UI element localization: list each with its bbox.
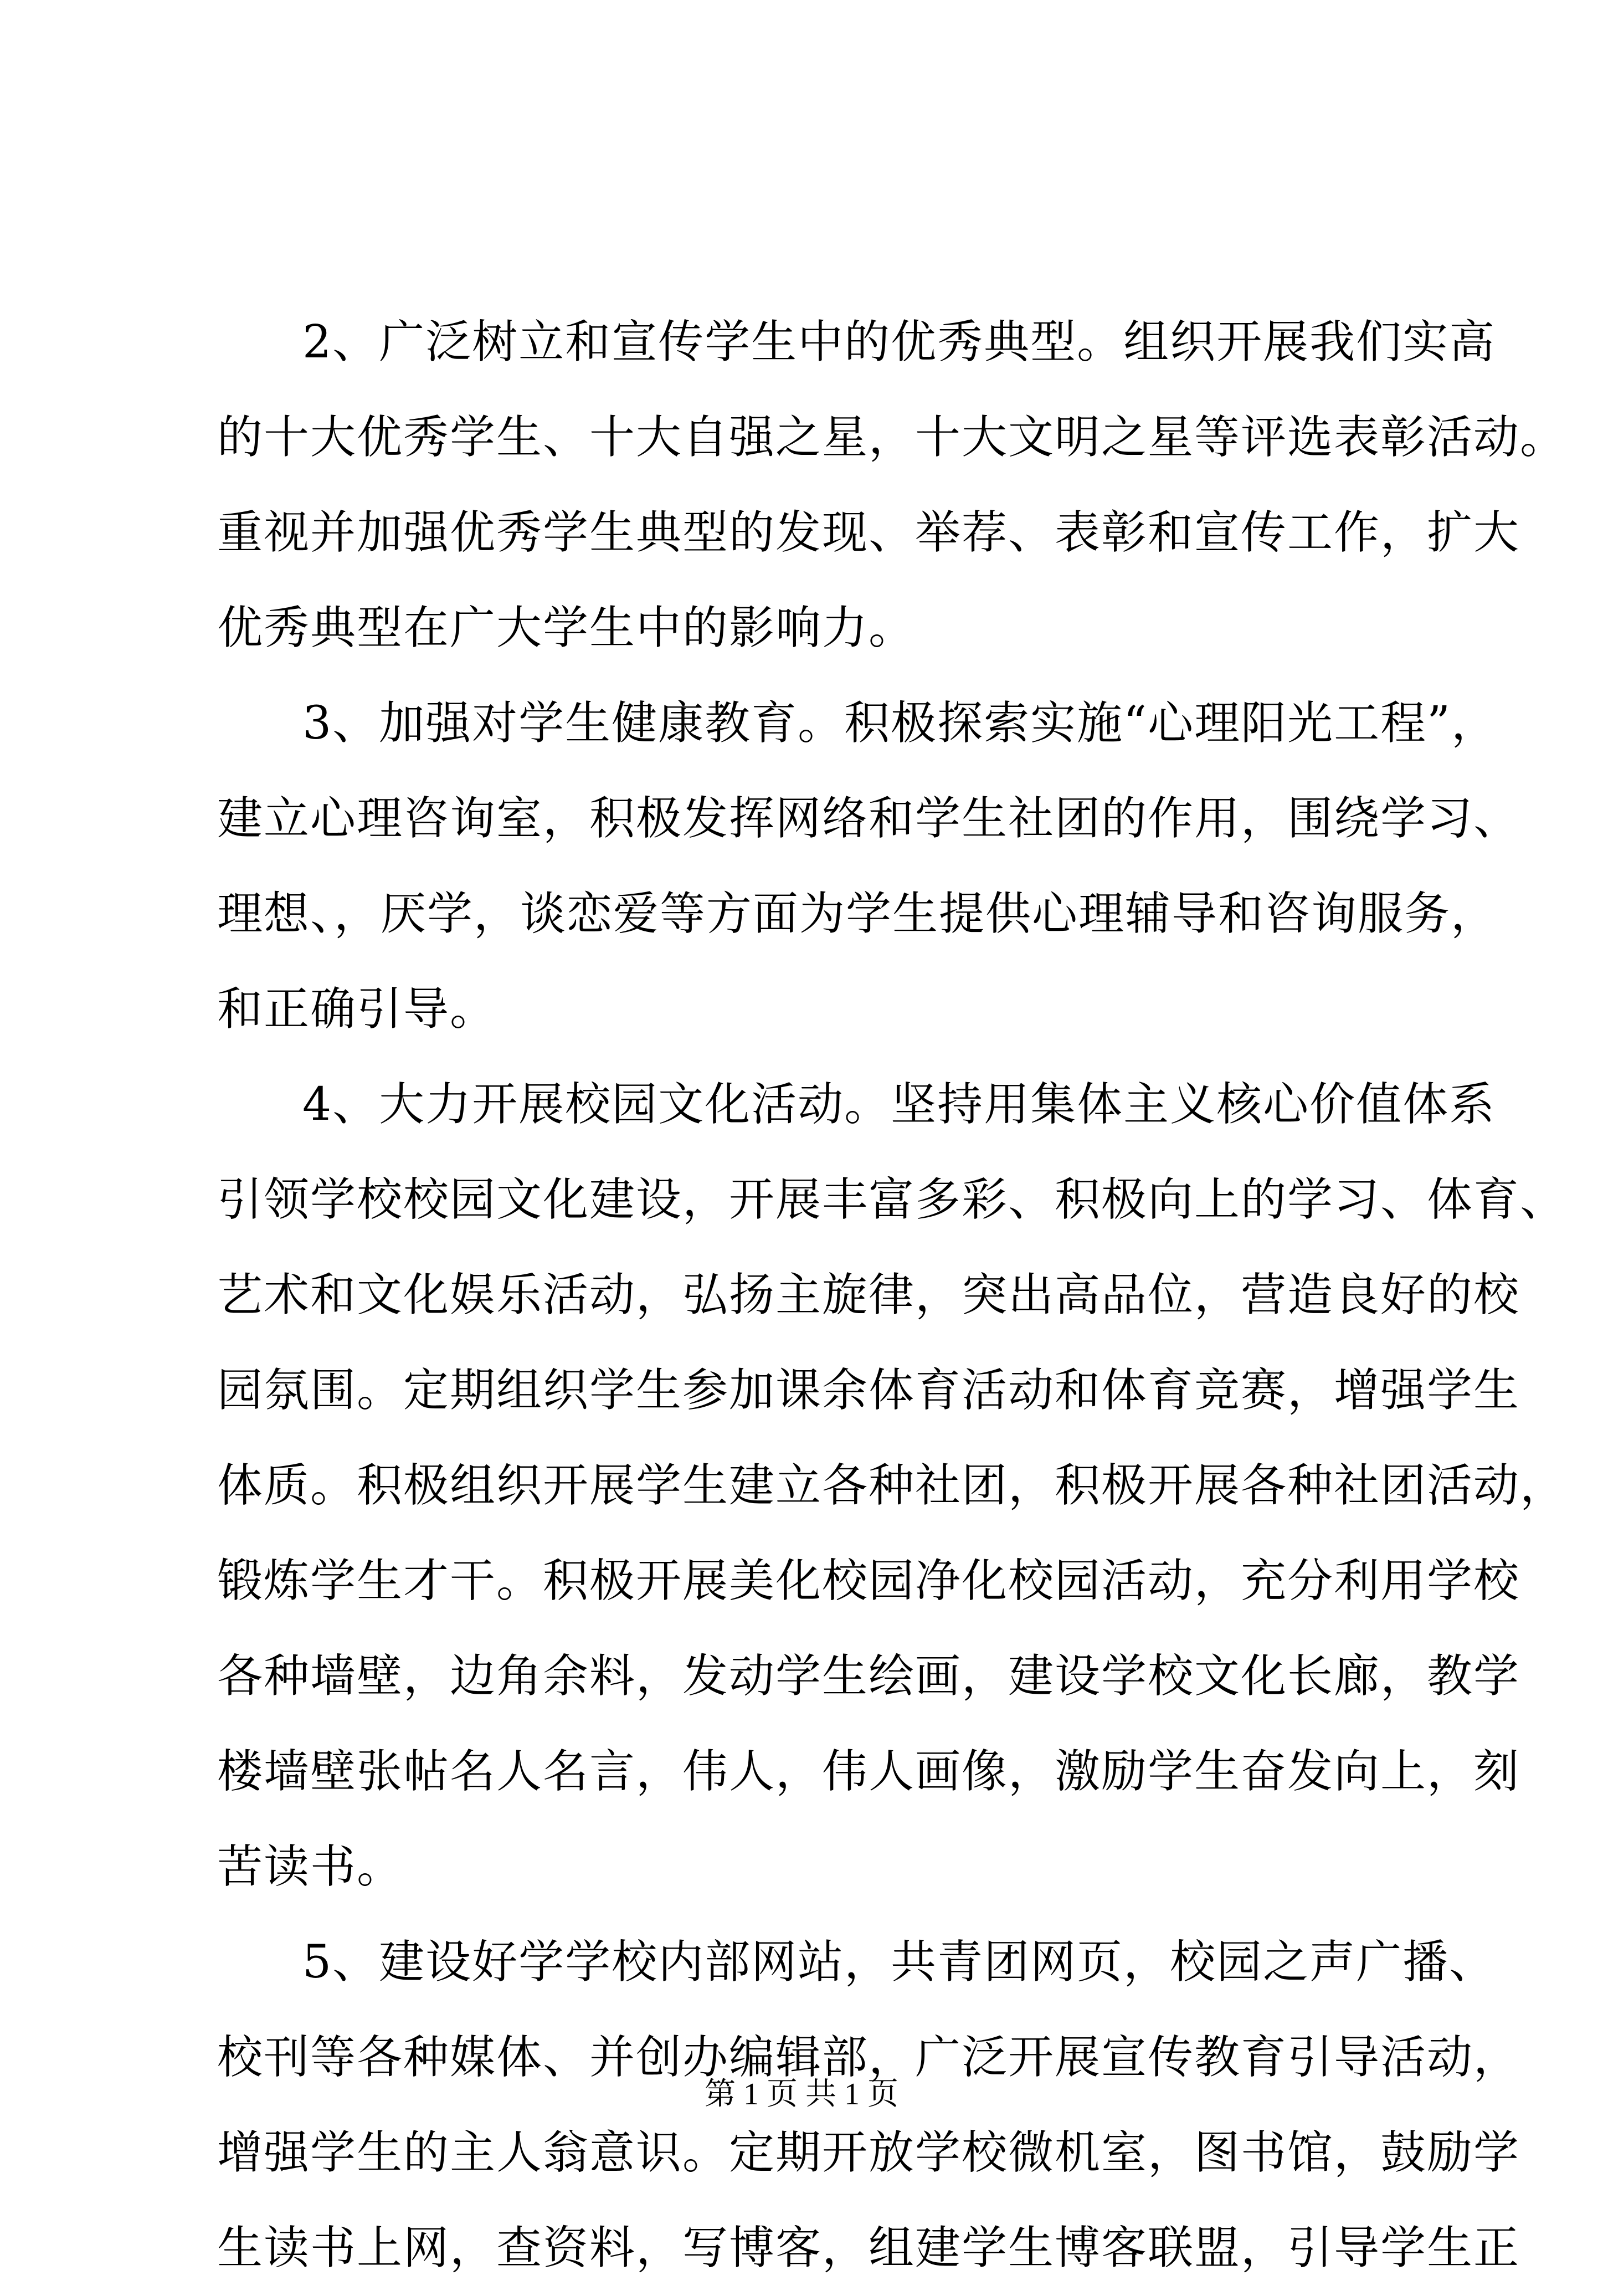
text-line: 增强学生的主人翁意识。定期开放学校微机室，图书馆，鼓励学 (217, 2126, 1520, 2179)
text-line: 理想、，厌学，谈恋爱等方面为学生提供心理辅导和咨询服务， (217, 888, 1498, 940)
text-line: 优秀典型在广大学生中的影响力。 (217, 602, 916, 654)
text-line: 体质。积极组织开展学生建立各种社团，积极开展各种社团活动， (217, 1459, 1567, 1512)
text-line: 4、大力开展校园文化活动。坚持用集体主义核心价值体系 (302, 1078, 1496, 1131)
text-line: 重视并加强优秀学生典型的发现、举荐、表彰和宣传工作，扩大 (217, 506, 1520, 559)
text-line: 园氛围。定期组织学生参加课余体育活动和体育竞赛，增强学生 (217, 1364, 1520, 1417)
text-line: 楼墙壁张帖名人名言，伟人，伟人画像，激励学生奋发向上，刻 (217, 1745, 1520, 1798)
text-line: 校刊等各种媒体、并创办编辑部，广泛开展宣传教育引导活动， (217, 2031, 1520, 2084)
text-line: 各种墙壁，边角余料，发动学生绘画，建设学校文化长廊，教学 (217, 1650, 1520, 1703)
text-line: 3、加强对学生健康教育。积极探索实施“心理阳光工程”， (302, 697, 1498, 750)
text-line: 艺术和文化娱乐活动，弘扬主旋律，突出高品位，营造良好的校 (217, 1269, 1520, 1321)
body-text (217, 295, 1567, 2296)
text-line: 引领学校校园文化建设，开展丰富多彩、积极向上的学习、体育、 (217, 1173, 1567, 1226)
text-line: 2、广泛树立和宣传学生中的优秀典型。组织开展我们实高 (302, 316, 1496, 368)
text-line: 生读书上网，查资料，写博客，组建学生博客联盟，引导学生正 (217, 2222, 1520, 2274)
text-line: 5、建设好学学校内部网站，共青团网页，校园之声广播、 (302, 1936, 1496, 1988)
text-line: 和正确引导。 (217, 983, 497, 1036)
text-line: 锻炼学生才干。积极开展美化校园净化校园活动，充分利用学校 (217, 1555, 1520, 1607)
text-line: 建立心理咨询室，积极发挥网络和学生社团的作用，围绕学习、 (217, 792, 1520, 845)
text-line: 苦读书。 (217, 1841, 404, 1893)
page-number-footer: 第 1 页 共 1 页 (705, 2077, 898, 2112)
text-line: 的十大优秀学生、十大自强之星，十大文明之星等评选表彰活动。 (217, 411, 1567, 464)
